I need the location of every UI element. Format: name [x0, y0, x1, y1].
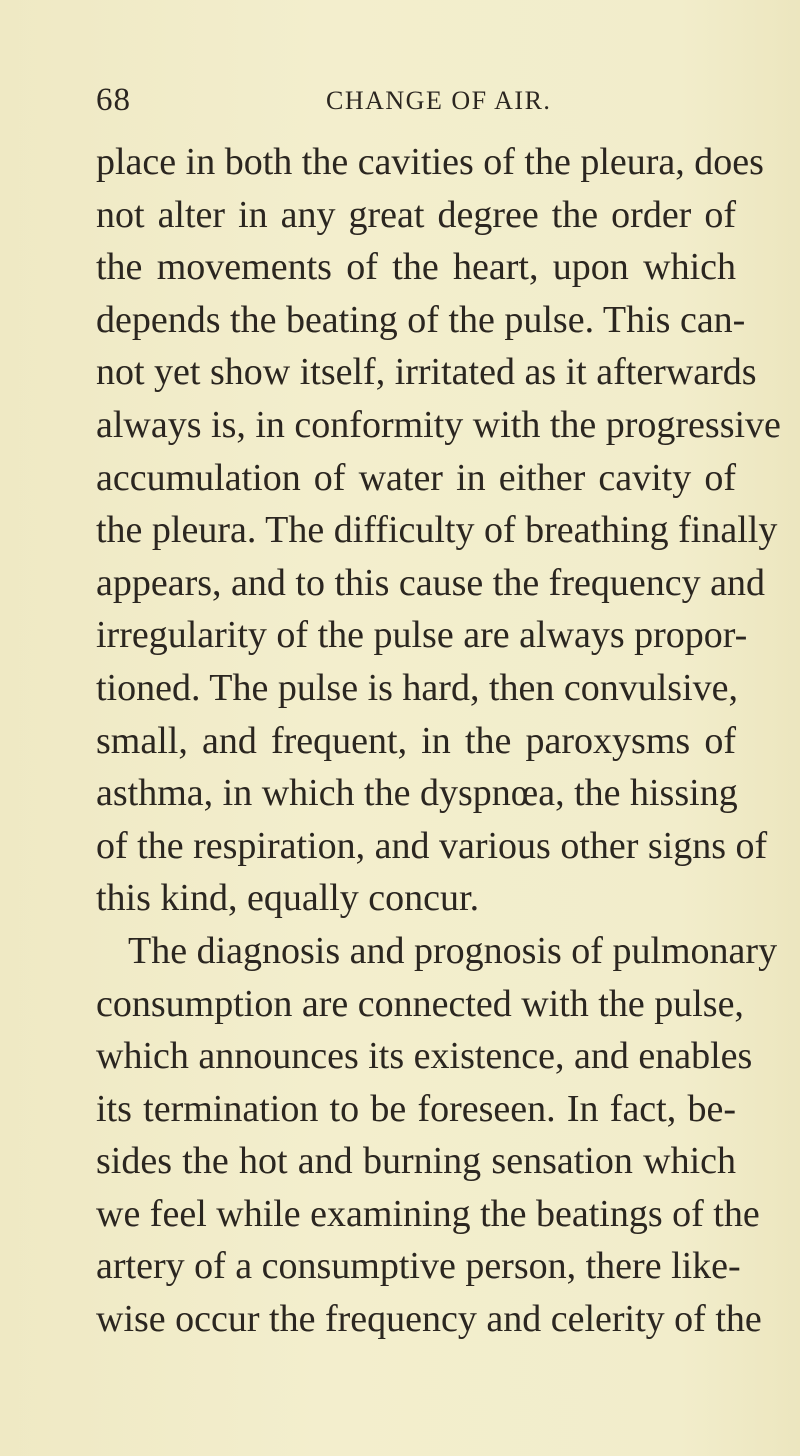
- text-line: small, and frequent, in the paroxysms of: [96, 719, 736, 762]
- text-line: we feel while examining the beatings of the: [96, 1192, 760, 1235]
- paragraph-1: [96, 136, 781, 925]
- page-header: [96, 82, 736, 122]
- page-number: 68: [96, 82, 131, 118]
- text-line: the movements of the heart, upon which: [96, 246, 736, 289]
- text-line: appears, and to this cause the frequency and: [96, 561, 765, 604]
- text-line: the pleura. The difficulty of breathing finally: [96, 509, 778, 552]
- text-line: its termination to be foreseen. In fact, be-: [96, 1087, 736, 1130]
- text-line: tioned. The pulse is hard, then convulsive,: [96, 666, 739, 709]
- text-line: always is, in conformity with the progressive: [96, 403, 781, 446]
- body-text: [96, 136, 781, 1346]
- text-line: artery of a consumptive person, there like-: [96, 1245, 741, 1288]
- running-head: CHANGE OF AIR.: [326, 86, 552, 115]
- text-line: this kind, equally concur.: [96, 877, 480, 920]
- text-line: The diagnosis and prognosis of pulmonary: [128, 929, 778, 972]
- text-line: not alter in any great degree the order of: [96, 193, 736, 236]
- text-line: accumulation of water in either cavity of: [96, 456, 736, 499]
- text-line: irregularity of the pulse are always propor-: [96, 614, 748, 657]
- text-line: consumption are connected with the pulse,: [96, 982, 744, 1025]
- text-line: place in both the cavities of the pleura, does: [96, 141, 764, 183]
- text-line: of the respiration, and various other signs of: [96, 824, 768, 867]
- text-line: depends the beating of the pulse. This can-: [96, 298, 746, 341]
- paragraph-2: [96, 925, 778, 1346]
- text-line: not yet show itself, irritated as it afterwards: [96, 351, 757, 394]
- text-line: asthma, in which the dyspnœa, the hissing: [96, 772, 738, 815]
- text-line: wise occur the frequency and celerity of the: [96, 1298, 762, 1341]
- text-line: sides the hot and burning sensation which: [96, 1140, 736, 1183]
- text-line: which announces its existence, and enables: [96, 1035, 753, 1078]
